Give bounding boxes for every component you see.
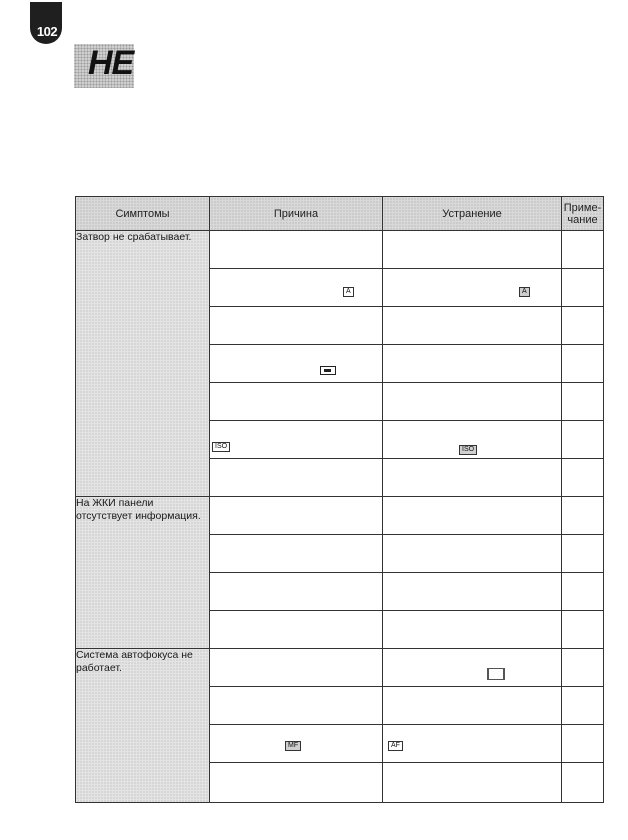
- remedy-cell: [383, 649, 562, 687]
- frame-icon: [487, 668, 505, 680]
- header-note: [562, 197, 604, 231]
- note-cell: [562, 421, 604, 459]
- remedy-cell: [383, 725, 562, 763]
- note-cell: [562, 459, 604, 497]
- cause-cell: [210, 345, 383, 383]
- note-cell: [562, 345, 604, 383]
- header-cause: Причина: [210, 197, 383, 231]
- note-cell: [562, 307, 604, 345]
- header-symptoms: Симптомы: [76, 197, 210, 231]
- cause-cell: [210, 231, 383, 269]
- remedy-cell: [383, 497, 562, 535]
- cause-cell: [210, 497, 383, 535]
- note-cell: [562, 383, 604, 421]
- remedy-cell: [383, 231, 562, 269]
- table-row: [76, 497, 604, 535]
- note-cell: [562, 687, 604, 725]
- mf-icon: MF: [285, 741, 301, 751]
- header-remedy: Устранение: [383, 197, 562, 231]
- note-cell: [562, 725, 604, 763]
- note-cell: [562, 573, 604, 611]
- cause-cell: [210, 269, 383, 307]
- cause-cell: [210, 763, 383, 803]
- troubleshooting-table: [75, 196, 604, 803]
- cause-cell: [210, 307, 383, 345]
- note-cell: [562, 269, 604, 307]
- note-cell: [562, 231, 604, 269]
- remedy-cell: [383, 535, 562, 573]
- cause-cell: [210, 649, 383, 687]
- page-heading: НЕ: [88, 44, 134, 82]
- iso-icon: ISO: [459, 445, 477, 455]
- note-cell: [562, 649, 604, 687]
- remedy-cell: [383, 687, 562, 725]
- mode-a-icon: A: [519, 287, 530, 297]
- cause-cell: [210, 459, 383, 497]
- note-cell: [562, 535, 604, 573]
- iso-icon: ISO: [212, 442, 230, 452]
- battery-icon: [320, 366, 336, 375]
- symptom-cell-shutter: Затвор не срабатывает.: [76, 231, 210, 497]
- table-row: [76, 231, 604, 269]
- remedy-cell: [383, 383, 562, 421]
- symptom-cell-autofocus: Система автофокуса не работает.: [76, 649, 210, 803]
- note-cell: [562, 763, 604, 803]
- cause-cell: [210, 611, 383, 649]
- remedy-cell: [383, 269, 562, 307]
- mode-a-icon: A: [343, 287, 354, 297]
- cause-cell: [210, 725, 383, 763]
- note-cell: [562, 611, 604, 649]
- cause-cell: [210, 535, 383, 573]
- remedy-cell: [383, 307, 562, 345]
- remedy-cell: [383, 421, 562, 459]
- remedy-cell: [383, 573, 562, 611]
- remedy-cell: [383, 763, 562, 803]
- symptom-cell-lcd: На ЖКИ панели отсутствует информация.: [76, 497, 210, 649]
- remedy-cell: [383, 459, 562, 497]
- table-header-row: [76, 197, 604, 231]
- remedy-cell: [383, 611, 562, 649]
- note-cell: [562, 497, 604, 535]
- cause-cell: [210, 573, 383, 611]
- page-number: 102: [36, 24, 58, 39]
- cause-cell: [210, 687, 383, 725]
- cause-cell: [210, 383, 383, 421]
- table-row: [76, 649, 604, 687]
- af-icon: AF: [388, 741, 403, 751]
- header-note-label: Приме- чание: [563, 201, 602, 226]
- remedy-cell: [383, 345, 562, 383]
- cause-cell: [210, 421, 383, 459]
